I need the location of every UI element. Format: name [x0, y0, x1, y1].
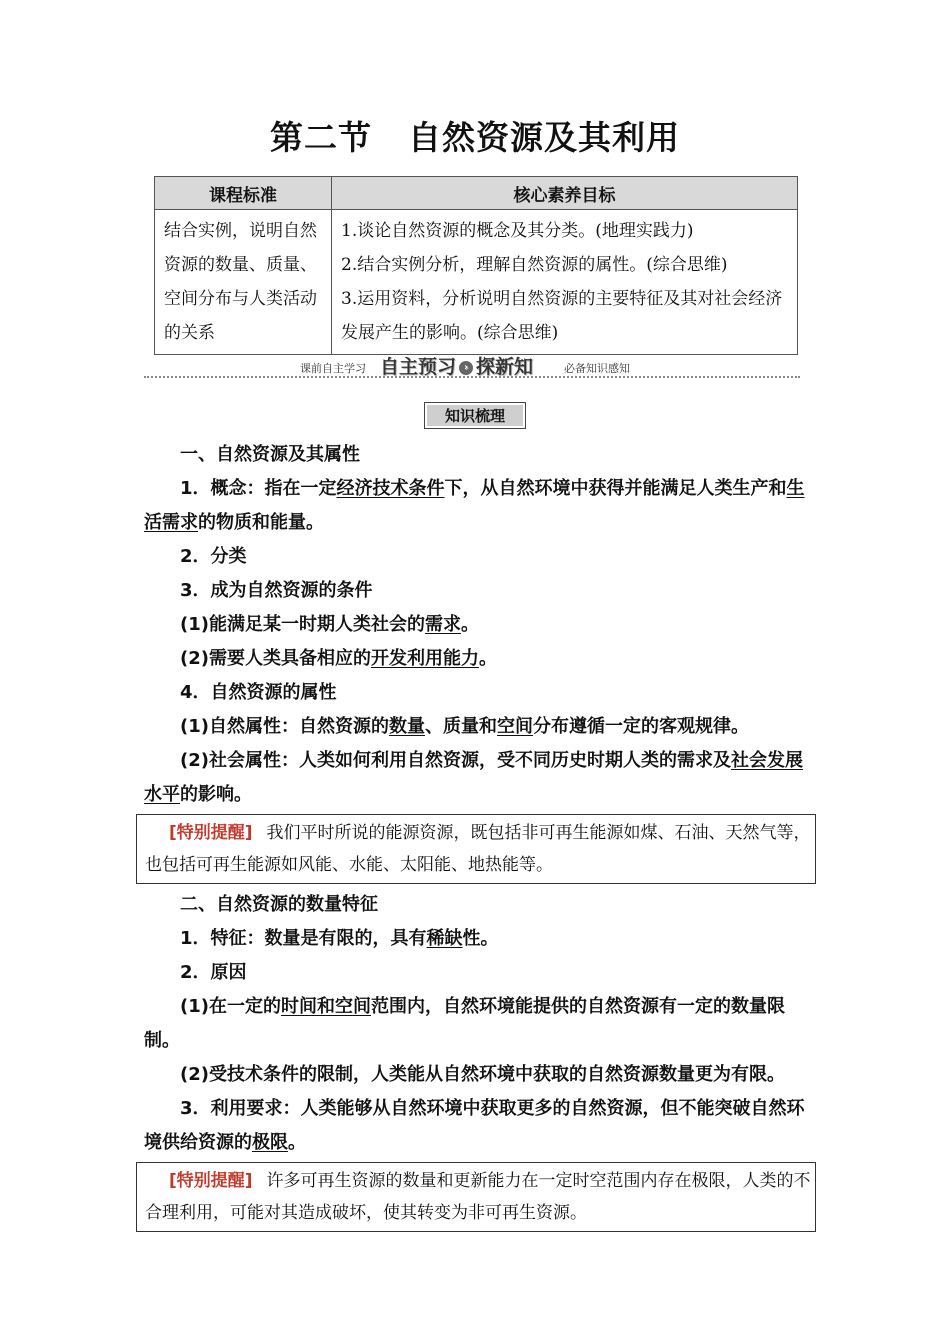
- banner-right-text: 必备知识感知: [564, 362, 630, 375]
- page-title: [0, 112, 950, 159]
- special-note: [136, 1162, 816, 1232]
- table-header-standard: 课程标准: [155, 177, 332, 210]
- paragraph: 2．分类: [180, 546, 247, 567]
- knowledge-tag-label: 知识梳理: [424, 402, 526, 429]
- table-header-goals: 核心素养目标: [332, 177, 798, 210]
- section-title: 自然资源及其利用: [408, 118, 680, 157]
- paragraph: 4．自然资源的属性: [180, 682, 337, 703]
- paragraph: 2．原因: [180, 962, 247, 983]
- goal-item: 1.谈论自然资源的概念及其分类。(地理实践力): [341, 221, 694, 241]
- section-number: 第二节: [270, 118, 372, 157]
- paragraph: 3．利用要求：人类能够从自然环境中获取更多的自然资源，但不能突破自然环境供给资源的极限。: [144, 1098, 805, 1153]
- note-text: 我们平时所说的能源资源，既包括非可再生能源如煤、石油、天然气等，也包括可再生能源如风能、水能、太阳能、地热能等。: [145, 823, 811, 875]
- goal-item: 3.运用资料，分析说明自然资源的主要特征及其对社会经济发展产生的影响。(综合思维): [341, 289, 783, 343]
- paragraph: 1．特征：数量是有限的，具有稀缺性。: [180, 928, 499, 949]
- paragraph: (1)在一定的时间和空间范围内，自然环境能提供的自然资源有一定的数量限制。: [144, 996, 785, 1051]
- standard-text: 结合实例，说明自然资源的数量、质量、空间分布与人类活动的关系: [155, 210, 332, 355]
- section-heading: 二、自然资源的数量特征: [180, 894, 378, 915]
- paragraph: (2)社会属性：人类如何利用自然资源，受不同历史时期人类的需求及社会发展水平的影响。: [144, 750, 803, 805]
- special-note: [136, 814, 816, 884]
- banner-title: [380, 352, 533, 379]
- knowledge-tag: [0, 402, 950, 429]
- note-text: 许多可再生资源的数量和更新能力在一定时空范围内存在极限，人类的不合理利用，可能对其造成破坏，使其转变为非可再生资源。: [145, 1171, 811, 1223]
- note-tag: [特别提醒]: [169, 1171, 253, 1191]
- content-body: [144, 438, 812, 1236]
- banner-title-2: 探新知: [476, 356, 534, 378]
- banner-left-text: 课前自主学习: [300, 362, 366, 375]
- preview-banner: [144, 352, 800, 382]
- section-heading: 一、自然资源及其属性: [180, 444, 360, 465]
- goals-cell: [332, 210, 798, 355]
- paragraph: (2)受技术条件的限制，人类能从自然环境中获取的自然资源数量更为有限。: [180, 1064, 785, 1085]
- paragraph: 1．概念：指在一定经济技术条件下，从自然环境中获得并能满足人类生产和生活需求的物质和能量。: [144, 478, 805, 533]
- note-tag: [特别提醒]: [169, 823, 253, 843]
- goal-item: 2.结合实例分析，理解自然资源的属性。(综合思维): [341, 255, 728, 275]
- paragraph: (2)需要人类具备相应的开发利用能力。: [180, 648, 497, 669]
- paragraph: (1)能满足某一时期人类社会的需求。: [180, 614, 479, 635]
- paragraph: 3．成为自然资源的条件: [180, 580, 373, 601]
- paragraph: (1)自然属性：自然资源的数量、质量和空间分布遵循一定的客观规律。: [180, 716, 749, 737]
- standards-table: [154, 176, 798, 355]
- banner-title-1: 自主预习: [380, 356, 457, 378]
- arrow-icon: ›: [459, 361, 473, 375]
